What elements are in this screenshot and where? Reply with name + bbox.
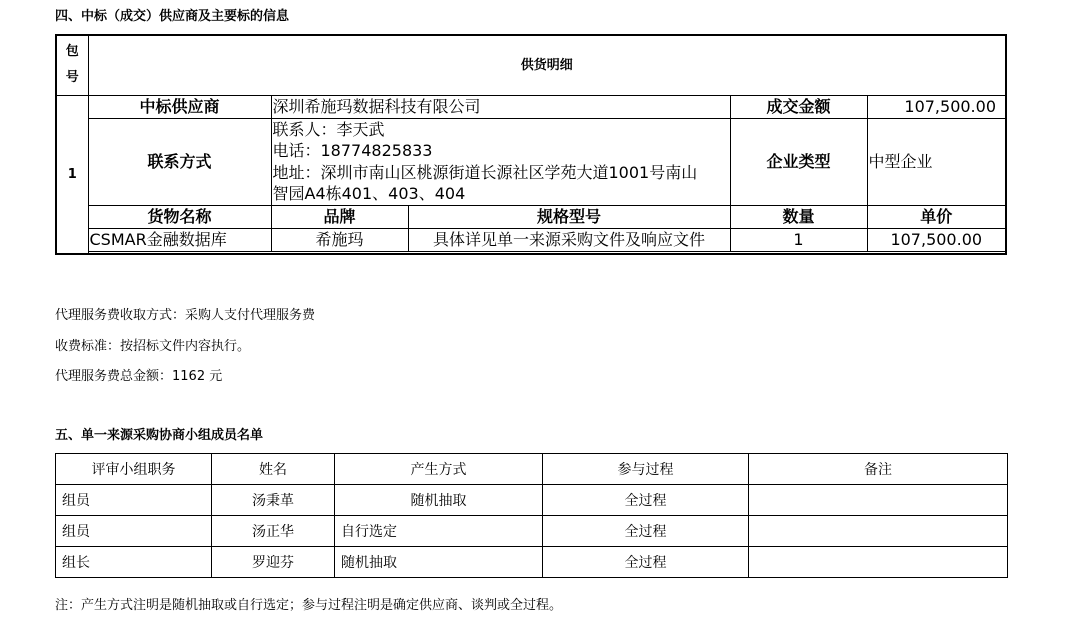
member-remarks [749,516,1008,547]
role-header: 评审小组职务 [56,454,212,485]
package-header-text: 包号 [65,44,79,86]
contact-person: 联系人：李天武 [272,119,385,139]
member-name: 汤正华 [212,516,335,547]
unit-price: 107,500.00 [867,228,1006,251]
table-row [56,547,1008,578]
selection-method-header: 产生方式 [335,454,543,485]
footnote: 注：产生方式注明是随机抽取或自行选定；参与过程注明是确定供应商、谈判或全过程。 [55,598,563,613]
member-role: 组员 [56,516,212,547]
remarks-header: 备注 [749,454,1008,485]
table-row [56,516,1008,547]
member-role: 组长 [56,547,212,578]
winning-supplier-table [55,34,1007,255]
fee-total: 代理服务费总金额：1162 元 [55,369,223,384]
member-role: 组员 [56,485,212,516]
amount-value: 107,500.00 [867,95,1006,118]
enterprise-type-label: 企业类型 [730,118,867,205]
contact-label: 联系方式 [88,118,271,205]
member-participation: 全过程 [543,516,749,547]
member-participation: 全过程 [543,485,749,516]
amount-label: 成交金额 [730,95,867,118]
panel-members-table [55,453,1008,578]
section5-title: 五、单一来源采购协商小组成员名单 [55,428,264,443]
brand-header: 品牌 [271,205,408,228]
supplier-name: 深圳希施玛数据科技有限公司 [271,95,730,118]
package-header [56,35,88,95]
name-header: 姓名 [212,454,335,485]
member-selection-method: 自行选定 [335,516,543,547]
quantity: 1 [730,228,867,251]
member-remarks [749,547,1008,578]
contact-info [271,118,730,205]
contact-address-line1: 地址：深圳市南山区桃源街道长源社区学苑大道1001号南山 [272,162,698,182]
participation-header: 参与过程 [543,454,749,485]
brand: 希施玛 [271,228,408,251]
table-bottom-spacer [88,251,1006,254]
member-remarks [749,485,1008,516]
member-name: 汤秉革 [212,485,335,516]
goods-name: CSMAR金融数据库 [88,228,271,251]
enterprise-type-value: 中型企业 [867,118,1006,205]
supplier-label: 中标供应商 [88,95,271,118]
spec: 具体详见单一来源采购文件及响应文件 [408,228,730,251]
supply-detail-header: 供货明细 [88,35,1006,95]
fee-method: 代理服务费收取方式：采购人支付代理服务费 [55,308,316,323]
member-selection-method: 随机抽取 [335,485,543,516]
quantity-header: 数量 [730,205,867,228]
goods-name-header: 货物名称 [88,205,271,228]
member-name: 罗迎芬 [212,547,335,578]
member-participation: 全过程 [543,547,749,578]
contact-phone: 电话：18774825833 [272,141,433,160]
section4-title: 四、中标（成交）供应商及主要标的信息 [55,9,290,24]
member-selection-method: 随机抽取 [335,547,543,578]
table-row [56,485,1008,516]
package-number: 1 [56,95,88,254]
spec-header: 规格型号 [408,205,730,228]
unit-price-header: 单价 [867,205,1006,228]
contact-address-line2: 智园A4栋401、403、404 [272,184,466,203]
fee-standard: 收费标准：按招标文件内容执行。 [55,339,251,354]
